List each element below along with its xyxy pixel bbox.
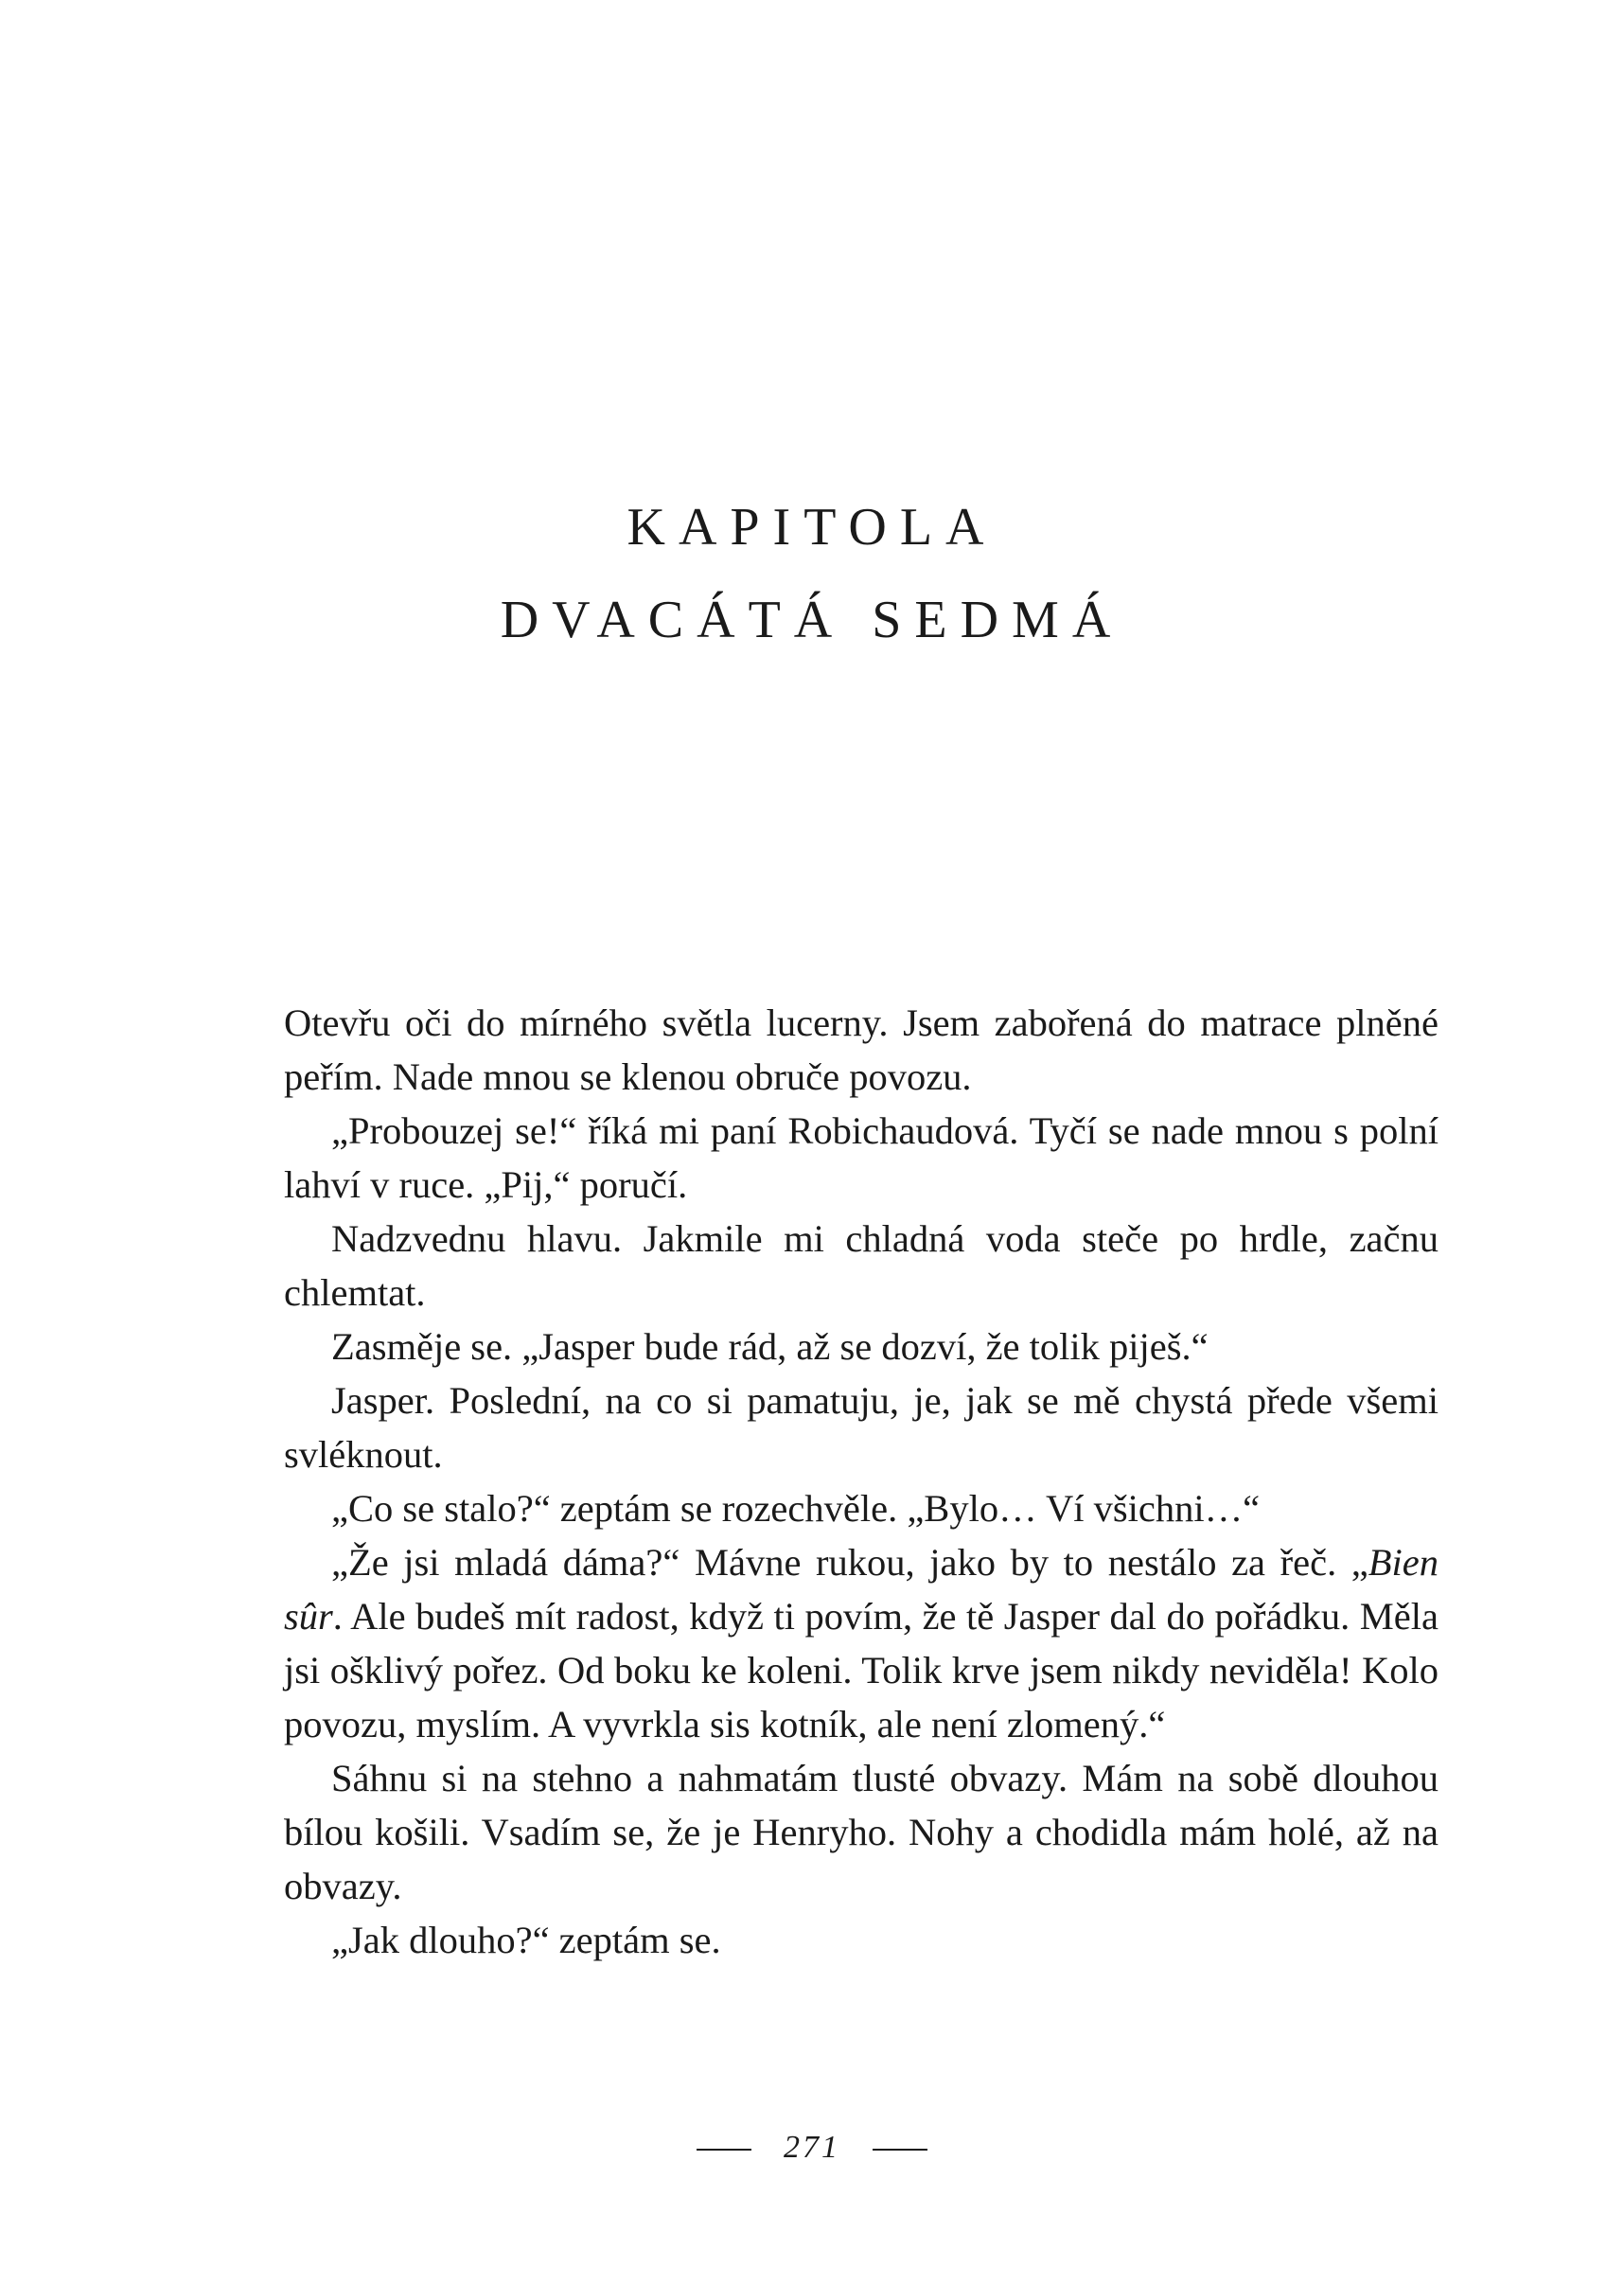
paragraph-6: „Co se stalo?“ zeptám se rozechvěle. „Bylo… Ví všichni…“ (331, 1487, 1261, 1530)
italic-phrase: Bien sûr (284, 1541, 1439, 1638)
page-number: 271 (784, 2130, 840, 2165)
paragraph-5: Jasper. Poslední, na co si pamatuju, je, jak se mě chystá přede všemi svléknout. (284, 1379, 1439, 1476)
chapter-title-line-2: DVACÁTÁ SEDMÁ (500, 591, 1124, 649)
page-footer (0, 2130, 1624, 2166)
paragraph-7 (284, 1535, 1439, 1751)
paragraph-7-continuation: . Ale budeš mít radost, když ti povím, že tě Jasper dal do pořádku. Měla jsi ošklivý pořez. Od boku ke koleni. Tolik krve jsem nikdy neviděla! Kolo povozu, myslím. A vyvrkla sis kotník, ale není zlomený.“ (284, 1595, 1439, 1745)
chapter-title-line-1: KAPITOLA (627, 498, 997, 557)
chapter-body (284, 996, 1439, 1967)
footer-rule-left (697, 2149, 751, 2151)
paragraph-8: Sáhnu si na stehno a nahmatám tlusté obvazy. Mám na sobě dlouhou bílou košili. Vsadím se, že je Henryho. Nohy a chodidla mám holé, až na obvazy. (284, 1757, 1439, 1907)
footer-rule-right (873, 2149, 927, 2151)
chapter-title (0, 481, 1624, 666)
paragraph-2: „Probouzej se!“ říká mi paní Robichaudová. Tyčí se nade mnou s polní lahví v ruce. „Pij,“ poručí. (284, 1109, 1439, 1206)
paragraph-4: Zasměje se. „Jasper bude rád, až se dozví, že tolik piješ.“ (331, 1325, 1209, 1368)
paragraph-7-text: „Že jsi mladá dáma?“ Mávne rukou, jako by to nestálo za řeč. „ (331, 1541, 1368, 1584)
paragraph-9: „Jak dlouho?“ zeptám se. (331, 1919, 721, 1961)
paragraph-1: Otevřu oči do mírného světla lucerny. Jsem zabořená do matrace plněné peřím. Nade mnou se klenou obruče povozu. (284, 1001, 1439, 1098)
paragraph-3: Nadzvednu hlavu. Jakmile mi chladná voda steče po hrdle, začnu chlemtat. (284, 1217, 1439, 1314)
